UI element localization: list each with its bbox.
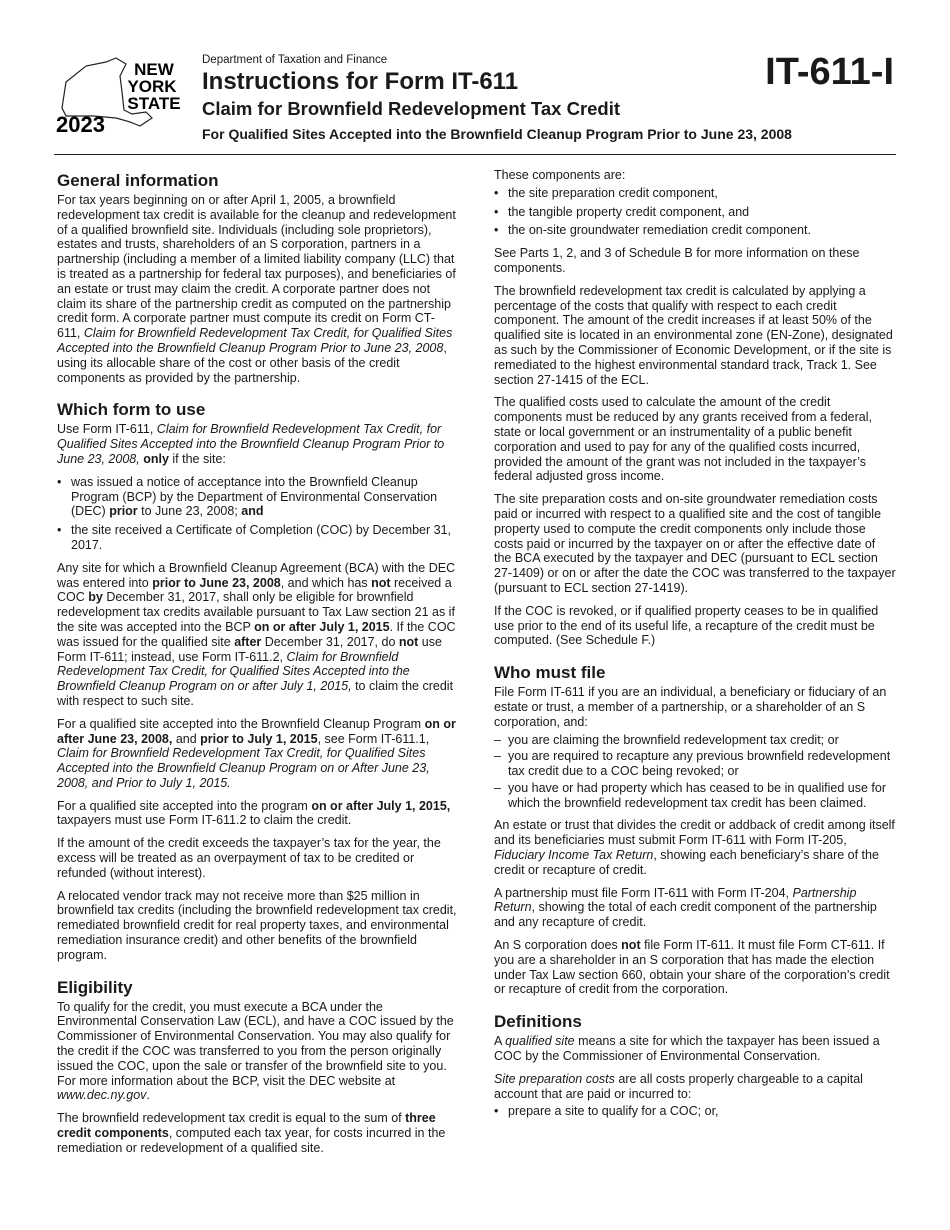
relocated-vendor-paragraph: A relocated vendor track may not receive more than $25 million in brownfield tax credits (including the brownfield redevelopment tax credit, remediated brownfield credit for real property taxes, and environmental remediation insurance credit) and other benefits of the brownfield program. (57, 888, 457, 962)
page-title: Instructions for Form IT-611 (202, 68, 519, 95)
list-item: • the tangible property credit component, and (494, 205, 896, 220)
list-item: • prepare a site to qualify for a COC; or, (494, 1104, 896, 1119)
excess-credit-paragraph: If the amount of the credit exceeds the taxpayer’s tax for the year, the excess will be treated as an overpayment of tax to be credited or refunded (without interest). (57, 836, 441, 880)
qualified-costs-paragraph: The qualified costs used to calculate the amount of the credit components must be reduced by any grants received from a federal, state or local government or an instrumentality of a public benefit corporation and used to pay for any of the qualified costs incurred, provided the amount of the grant was not included in the taxpayer’s federal adjusted gross income. (494, 395, 872, 484)
list-item: • the site preparation credit component, (494, 186, 896, 201)
list-item: • the site received a Certificate of Completion (COC) by December 31, 2017. (57, 523, 457, 553)
text-run: To qualify for the credit, you must execute a BCA under the Environmental Conservation Law (ECL), and have a COC issued by the Commissioner of Environmental Conservation. You may also qualify for the credit if the COC was transferred to you from the person originally issued the COC, upon the sale or transfer of the brownfield site to you. For more information about the BCP, visit the DEC website at (57, 999, 454, 1088)
which-form-heading: Which form to use (57, 400, 206, 420)
text-run-bold: by (88, 590, 103, 605)
text-run: , showing the total of each credit component of the partnership and any recapture of credit. (494, 900, 877, 930)
who-must-file-list (494, 733, 896, 811)
text-run-italic: Partnership Return (494, 885, 857, 915)
text-run: , computed each tax year, for costs incurred in the remediation or redevelopment of a qualified site. (57, 1126, 446, 1155)
calculation-paragraph: The brownfield redevelopment tax credit is calculated by applying a percentage of the costs that qualify with respect to each credit component. The amount of the credit increases if at least 50% of the qualified site is located in an environmental zone (EN-Zone), designated as such by the Commissioner of Economic Development, or if the site is remediated to the highest environmental standard track, Track 1. See section 27-1415 of the ECL. (494, 283, 893, 387)
text-run: . (146, 1088, 150, 1103)
right-column (494, 168, 896, 1127)
text-run: and (172, 731, 201, 746)
text-run: to June 23, 2008; (137, 504, 242, 519)
list-item: – you are required to recapture any previous brownfield redevelopment tax credit due to a COC being revoked; or (494, 749, 896, 779)
text-run-bold: prior to July 1, 2015 (200, 731, 318, 746)
text-run-italic: qualified site (505, 1034, 575, 1049)
text-run-italic: Claim for Brownfield Redevelopment Tax Credit, for Qualified Sites Accepted into the Brownfield Cleanup Program on or After June 23, 2008, and Prior to July 1, 2015. (57, 746, 430, 790)
text-run: For a qualified site accepted into the Brownfield Cleanup Program (57, 716, 425, 731)
text-run: if the site: (168, 451, 226, 466)
who-must-file-heading: Who must file (494, 663, 606, 683)
partnership-paragraph (494, 886, 896, 930)
text-run: use Form IT-611; instead, use Form IT-611.2, (57, 634, 442, 664)
form-number: IT-611-I (765, 51, 894, 93)
text-run: A partnership must file Form IT-611 with Form IT-204, (494, 885, 793, 900)
page-subtitle: Claim for Brownfield Redevelopment Tax Credit (202, 98, 621, 119)
text-run-bold: prior (109, 504, 138, 519)
text-run: was issued a notice of acceptance into the Brownfield Cleanup Program (BCP) by the Department of Environmental Conservation (DEC) (71, 474, 438, 519)
header-divider (54, 154, 896, 155)
text-run: means a site for which the taxpayer has been issued a COC by the Commissioner of Environmental Conservation. (494, 1034, 880, 1064)
it-611-1-paragraph (57, 717, 457, 791)
site-preparation-costs-paragraph: The site preparation costs and on-site groundwater remediation costs paid or incurred with respect to a qualified site and the cost of tangible property used to compute the credit components only include those costs paid or incurred by the taxpayer on or after the effective date of the BCA executed by the taxpayer and DEC (pursuant to ECL section 27-1409) or on or after the date the COC was transferred to the taxpayer (pursuant to ECL section 27-1419). (494, 492, 896, 595)
it-611-2-paragraph (57, 799, 457, 829)
text-run: An estate or trust that divides the credit or addback of credit among itself and its beneficiaries must submit Form IT-611 with Form IT-205, (494, 818, 895, 848)
list-item (57, 475, 457, 519)
eligibility-heading: Eligibility (57, 977, 133, 997)
page-subtitle-qualifier: For Qualified Sites Accepted into the Brownfield Cleanup Program Prior to June 23, 2008 (202, 126, 792, 142)
department-name: Department of Taxation and Finance (202, 54, 388, 66)
text-run: The brownfield redevelopment tax credit is equal to the sum of (57, 1111, 406, 1126)
logo-year: 2023 (56, 112, 105, 134)
text-run-italic: Fiduciary Income Tax Return (494, 848, 654, 863)
credit-sum-paragraph (57, 1111, 457, 1155)
text-run: received a COC (57, 575, 452, 605)
which-form-list (57, 475, 457, 553)
dec-website-link[interactable]: www.dec.ny.gov (57, 1088, 147, 1103)
nys-logo (54, 52, 184, 134)
text-run-bold: and (241, 504, 264, 519)
qualified-site-definition (494, 1034, 896, 1064)
general-information-paragraph (57, 193, 457, 385)
who-must-file-paragraph: File Form IT-611 if you are an individual, a beneficiary or fiduciary of an estate or trust, a member of a partnership, or a shareholder of an S corporation, and: (494, 685, 887, 729)
text-run-bold: three credit components (57, 1111, 436, 1141)
logo-state: STATE (127, 94, 181, 113)
text-run-bold: not (621, 938, 641, 953)
text-run: . If the COC was issued for the qualified site (57, 619, 456, 649)
schedule-b-paragraph: See Parts 1, 2, and 3 of Schedule B for more information on these components. (494, 246, 860, 275)
text-run: A (494, 1034, 506, 1049)
text-run-italic: Claim for Brownfield Redevelopment Tax Credit, for Qualified Sites Accepted into the Brownfield Cleanup Program Prior to June 23, 2008, (57, 422, 445, 466)
which-form-paragraph (57, 422, 457, 466)
text-run-italic: Claim for Brownfield Redevelopment Tax Credit, for Qualified Sites Accepted into the Brownfield Cleanup Program on or after July 1, 2015, (57, 649, 410, 694)
components-list (494, 186, 896, 238)
bca-paragraph (57, 561, 457, 709)
text-run-bold: on or after July 1, 2015, (311, 798, 451, 813)
text-run: to claim the credit with respect to such site. (57, 679, 454, 708)
text-run: , see Form IT-611.1, (317, 731, 430, 746)
text-run-bold: only (143, 451, 169, 466)
components-intro: These components are: (494, 168, 626, 182)
text-run-bold: on or after July 1, 2015 (254, 619, 390, 634)
text-run-bold: not (371, 575, 391, 590)
logo-york: YORK (127, 77, 177, 96)
text-run: Any site for which a Brownfield Cleanup Agreement (BCA) with the DEC was entered into (57, 560, 456, 590)
recapture-paragraph: If the COC is revoked, or if qualified property ceases to be in qualified use prior to the end of its useful life, a recapture of the credit must be computed. (See Schedule F.) (494, 603, 879, 648)
text-run: December 31, 2017, do (261, 634, 399, 649)
text-run-italic: Claim for Brownfield Redevelopment Tax Credit, for Qualified Sites Accepted into the Brownfield Cleanup Program Prior to June 23, 2008 (57, 326, 453, 355)
text-run: For tax years beginning on or after April 1, 2005, a brownfield redevelopment tax credit is available for the cleanup and redevelopment of a qualified brownfield site. Individuals (including sole proprietors), estates and trusts, shareholders of an S corporation, partners in a partnership (including a member of a limited liability company (LLC) that is treated as a partnership for federal tax purposes), and beneficiaries of an estate or trust may claim the credit. A corporate partner does not claim its share of the partnership credit as computed on the partnership credit form. A corporate partner must compute its credit on Form CT-611, (57, 193, 456, 341)
text-run-bold: on or after June 23, 2008, (57, 716, 456, 746)
estate-trust-paragraph (494, 818, 896, 877)
text-run-bold: prior to June 23, 2008 (152, 575, 281, 590)
site-preparation-list (494, 1104, 896, 1119)
text-run: For a qualified site accepted into the program (57, 798, 312, 813)
text-run-italic: Site preparation costs (494, 1071, 615, 1086)
text-run: An S corporation does (494, 938, 622, 953)
site-preparation-definition (494, 1072, 896, 1102)
text-run-bold: not (398, 634, 419, 649)
text-run: , showing each beneficiary’s share of the credit or recapture of credit. (494, 848, 879, 877)
text-run: , using its allocable share of the cost or other basis of the credit components as provided by the partnership. (57, 340, 447, 385)
text-run: taxpayers must use Form IT-611.2 to claim the credit. (57, 813, 352, 828)
text-run: December 31, 2017, shall only be eligible for brownfield redevelopment tax credits available pursuant to Tax Law section 21 as if the site was accepted into the BCP (57, 590, 455, 634)
general-information-heading: General information (57, 171, 219, 190)
list-item: – you are claiming the brownfield redevelopment tax credit; or (494, 733, 896, 748)
left-column (57, 168, 457, 1164)
text-run: Use Form IT-611, (57, 422, 157, 437)
text-run: , and which has (280, 575, 372, 590)
list-item: – you have or had property which has ceased to be in qualified use for which the brownfield redevelopment tax credit has been claimed. (494, 781, 896, 811)
text-run: file Form IT-611. It must file Form CT-611. If you are a shareholder in an S corporation that has made the election under Tax Law section 660, obtain your share of the corporation’s credit or recapture of credit from the corporation. (494, 938, 890, 997)
s-corporation-paragraph (494, 938, 896, 997)
text-run: are all costs properly chargeable to a capital account that are paid or incurred to: (494, 1071, 863, 1101)
eligibility-paragraph (57, 1000, 457, 1104)
logo-new: NEW (134, 60, 174, 79)
text-run-bold: after (234, 634, 262, 649)
list-item: • the on-site groundwater remediation credit component. (494, 223, 896, 238)
definitions-heading: Definitions (494, 1012, 582, 1032)
